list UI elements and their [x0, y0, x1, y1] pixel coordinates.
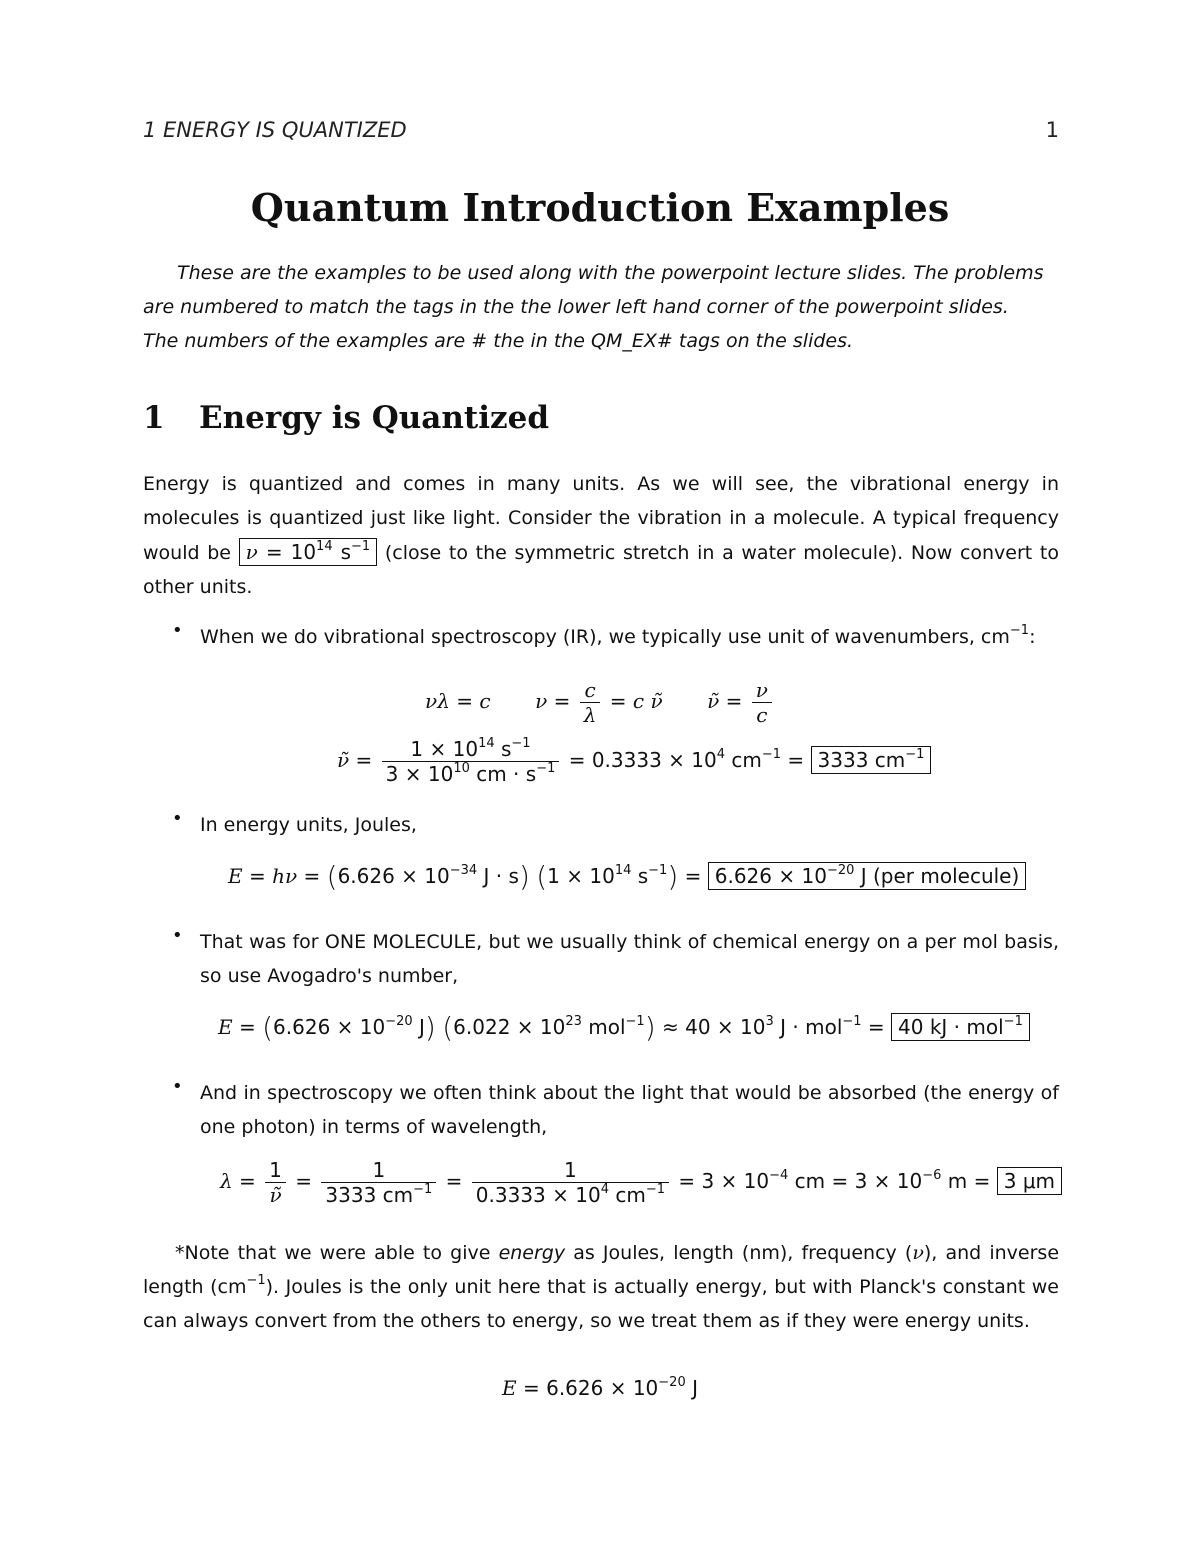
equation-energy-mol: $E = (6.626 \times 10^{-20}$ J) ($6.022 \times 10^{23}$ $mol^{-1}) \approx 40 \times 10^3$ J · mol$^{-1}$ = 40 kJ · mol$^{-1}$ [218, 1011, 1030, 1044]
running-header-title: 1 ENERGY IS QUANTIZED [143, 118, 407, 142]
note-text-d: ), and inverse length (cm [143, 1242, 1060, 1298]
abstract-line-1: These are the examples to be used along with the powerpoint lecture slides. The problems [177, 262, 1044, 284]
equation-relations: νλ = c ν = $\frac{c}{\lambda}$ = c ν̃ ν̃ = $\frac{\nu}{c}$ [0, 678, 1200, 727]
document-page: 1 ENERGY IS QUANTIZED 1 Quantum Introduction Examples These are the examples to be used along with the powerpoint lecture slides. The problems are numbered to match the tags in the the lower left hand corner of the powerpoint slides. The numbers of the examples are # the in the QM_EX# tags on the slides. 1 Energy is Quantized Energy is quantized and comes in many units. As we will see, the vibrational energy in molecules is quantized just like light. Consider the vibration in a molecule. A typical frequency would be $\nu = 10^{14}$ $s^{-1}$ (close to the symmetric stretch in a water molecule). Now convert to other units. • When we do vibrational spectroscopy (IR), we typically use unit of wavenumbers, $cm^{-1}$: νλ = c ν = $\frac{c}{\lambda}$ = c ν̃ ν̃ = $\frac{\nu}{c}$ ν̃ = $\frac{1 \times 10^{14} s^{-1}}{3 \times 10^{10} cm \cdot s^{-1}}$ = $0.3333 \times 10^4$ $cm^{-1} = 3333$ $cm^{-1}$ • In energy units, Joules, $E = h\nu = (6.626 \times 10^{-34}$ J · s) ($1 \times 10^{14}$ $s^{-1}) = 6.626 \times 10^{-20}$ J (per molecule) • That was for ONE MOLECULE, but we usually think of chemical energy on a per mol basis, so use Avogadro's number, $E = (6.626 \times 10^{-20}$ J) ($6.022 \times 10^{23}$ $mol^{-1}) \approx 40 \times 10^3$ J · mol$^{-1}$ = 40 kJ · mol$^{-1}$ • And in spectroscopy we often think about the light that would be absorbed (the energy of one photon) in terms of wavelength, λ = $\frac{1}{\nũ}$ = $\frac{1}{3333 cm^{-1}}$ = $\frac{1}{0.3333 \times 10^4 cm^{-1}}$ = $3 \times 10^{-4}$ cm = $3 \times 10^{-6}$ m = 3 μm *Note that we were able to give energy as Joules, length (nm), frequency (ν), and inverse length $(cm^{-1})$. Joules is the only unit here that is actually energy, but with Planck's constant we can always convert from the others to energy, so we treat them as if they were energy units. $E = 6.626 \times 10^{-20}$ J [0, 0, 1200, 1553]
running-header [143, 118, 1059, 142]
intro-text-2: (close to the symmetric stretch in a water molecule). Now convert to other units. [143, 542, 1060, 598]
bullet-4-text: And in spectroscopy we often think about the light that would be absorbed (the energy of one photon) in terms of wavelength, [200, 1082, 1059, 1138]
note-paragraph: *Note that we were able to give energy as Joules, length (nm), frequency (ν), and inverse length $(cm^{-1})$. Joules is the only unit here that is actually energy, but with Planck's constant we can always convert from the others to energy, so we treat them as if they were energy units. [143, 1242, 1060, 1332]
equation-final-energy: $E = 6.626 \times 10^{-20}$ J [502, 1375, 698, 1400]
abstract [143, 256, 1059, 358]
equation-wavelength: λ = $\frac{1}{\nũ}$ = $\frac{1}{3333 cm^{-1}}$ = $\frac{1}{0.3333 \times 10^4 cm^{-1}}$ = $3 \times 10^{-4}$ cm = $3 \times 10^{-6}$ m = 3 μm [220, 1158, 1062, 1207]
bullet-2-text: In energy units, Joules, [200, 814, 417, 836]
result-wavelength: 3 μm [997, 1167, 1062, 1195]
document-title: Quantum Introduction Examples [250, 185, 950, 230]
intro-paragraph [143, 467, 1059, 604]
section-number: 1 [143, 400, 165, 436]
bullet-3-text: That was for ONE MOLECULE, but we usually think of chemical energy on a per mol basis, so use Avogadro's number, [200, 931, 1059, 987]
bullet-icon: • [172, 1076, 183, 1097]
bullet-icon: • [172, 925, 183, 946]
section-title: Energy is Quantized [199, 400, 549, 436]
note-text-c: as Joules, length (nm), frequency ( [573, 1242, 913, 1264]
abstract-line-2: are numbered to match the tags in the the lower left hand corner of the powerpoint slides. [143, 296, 1009, 318]
result-wavenumber: 3333 $cm^{-1}$ [811, 746, 932, 774]
note-emphasis: energy [498, 1242, 566, 1264]
bullet-icon: • [172, 808, 183, 829]
result-energy-per-mol: 40 kJ · mol$^{-1}$ [891, 1013, 1030, 1041]
bullet-1-text: When we do vibrational spectroscopy (IR), we typically use unit of wavenumbers, cm [200, 626, 1010, 648]
abstract-line-3: The numbers of the examples are # the in the QM_EX# tags on the slides. [143, 330, 854, 352]
note-text-a: *Note that we were able to give [175, 1242, 491, 1264]
section-heading [143, 400, 549, 436]
frequency-equation: $\nu = 10^{14}$ $s^{-1}$ [239, 538, 378, 566]
equation-wavenumber: ν̃ = $\frac{1 \times 10^{14} s^{-1}}{3 \times 10^{10} cm \cdot s^{-1}}$ = $0.3333 \times 10^4$ $cm^{-1} = 3333$ $cm^{-1}$ [337, 737, 931, 786]
equation-energy-molecule: $E = h\nu = (6.626 \times 10^{-34}$ J · s) ($1 \times 10^{14}$ $s^{-1}) = 6.626 \times 10^{-20}$ J (per molecule) [228, 860, 1026, 893]
result-energy-per-molecule: $6.626 \times 10^{-20}$ J (per molecule) [708, 862, 1027, 890]
intro-text-1: Energy is quantized and comes in many units. As we will see, the vibrational energy in molecules is quantized just like light. Consider the vibration in a molecule. A typical frequency would be [143, 473, 1059, 564]
page-number: 1 [1045, 118, 1059, 142]
bullet-icon: • [172, 620, 183, 641]
note-text-e: ). Joules is the only unit here that is actually energy, but with Planck's constant we can always convert from the others to energy, so we treat them as if they were energy units. [143, 1276, 1059, 1332]
